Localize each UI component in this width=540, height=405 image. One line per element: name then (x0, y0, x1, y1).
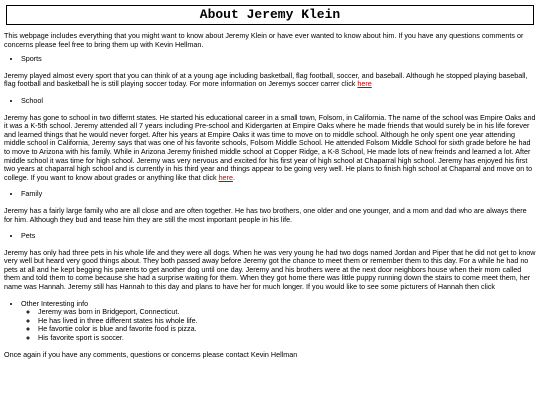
other-info-list (21, 308, 536, 342)
section-pets (4, 231, 536, 292)
section-sports (4, 54, 536, 89)
intro-paragraph: This webpage includes everything that you might want to know about Jeremy Klein or have ever wanted to know about him. If you have any questions comments or concerns please feel free to bring them up with Kevin Hellman. (4, 31, 524, 49)
section-label-family: • Family (21, 189, 43, 199)
section-body-school (4, 114, 536, 183)
section-body-family: Jeremy has a fairly large family who are all close and are often together. He has two brothers, one older and one younger, and a mom and dad who are always there for him. Although they bud and tease him they are still the most important people in his life. (4, 205, 527, 224)
list-item: ◦ His favorite sport is soccer. (38, 334, 536, 343)
sports-text: Jeremy played almost every sport that you can think of at a young age including basketball, flag football, soccer, and baseball. Although he stopped playing baseball, flag football and basketball he is still playing soccer today. For more information on Jeremys soccer carrer click (4, 70, 528, 89)
section-body-pets: Jeremy has only had three pets in his whole life and they were all dogs. When he was very young he had two dogs named Jordan and Piper that he did not get to know very well but heard very good things about. They both passed away before Jeremy got the chance to meet them or remember them to this day. For a while he had no pets at all and he kept begging his parents to get another dog until one day. Jeremy and his brothers were at the next door neighbors house when their mom called them and told them to come because she had a surprise waiting for them. When they got home there was little puppy running down the stairs to come meet them, her name was Hannah. Jeremy still has Hannah to this day and plans to have her for much longer. If you would like to see some picturers of Hannah then click (4, 247, 536, 292)
section-body-sports (4, 72, 536, 89)
school-here-link[interactable]: here (218, 172, 233, 182)
outro-paragraph: Once again if you have any comments, questions or concerns please contact Kevin Hellman (4, 349, 298, 359)
page-title: About Jeremy Klein (6, 5, 534, 25)
section-label-pets: • Pets (21, 231, 36, 241)
section-school (4, 95, 536, 182)
list-item: ◦ He favortie color is blue and favorite food is pizza. (38, 325, 536, 334)
section-label-other: • Other Interesting info (21, 298, 89, 308)
school-text: Jeremy has gone to school in two differnt states. He started his educational career in a small town, Folsom, in California. The name of the school was Empire Oaks and it was a K-5th school. Jeremy attended all 7 years including Pre-school and Kidergarten at Empire Oaks where he made friends that would surely be in his life forever and learned things that he would never forget. After his years at Empire Oaks it was time to move on to middle school. Although he only spent one year attending middle school in California, Jeremy says that was one of his favorite schools, Folsom Middle School. He attended Folsom Middle School for sixth grade before he had to move to Arizona with his family. While in Arizona Jeremy finished middle school at Copper Ridge, a K-8 School, He made lots of new freinds and learned a lot. After middle school it was time for high school. Jeremy was very nervous and excited for his first year of high school at Chaparral high school. Jeremy has enjoyed his first two years at chaparral high school and is currently in his third year and things appear to be going very well. He plans to finish high school at Chaparral and move on to college. If you want to know about grades or anything like that click (4, 112, 536, 182)
sports-here-link[interactable]: here (357, 79, 372, 89)
section-family (4, 189, 536, 224)
section-label-school: • School (21, 95, 43, 105)
school-tail: . (232, 172, 235, 182)
sections-list (4, 55, 536, 342)
section-label-sports: • Sports (21, 54, 42, 64)
list-item: ◦ Jeremy was born in Bridgeport, Connecticut. (38, 308, 536, 317)
list-item: ◦ He has lived in three different states his whole life. (38, 317, 536, 326)
section-other (21, 300, 536, 343)
